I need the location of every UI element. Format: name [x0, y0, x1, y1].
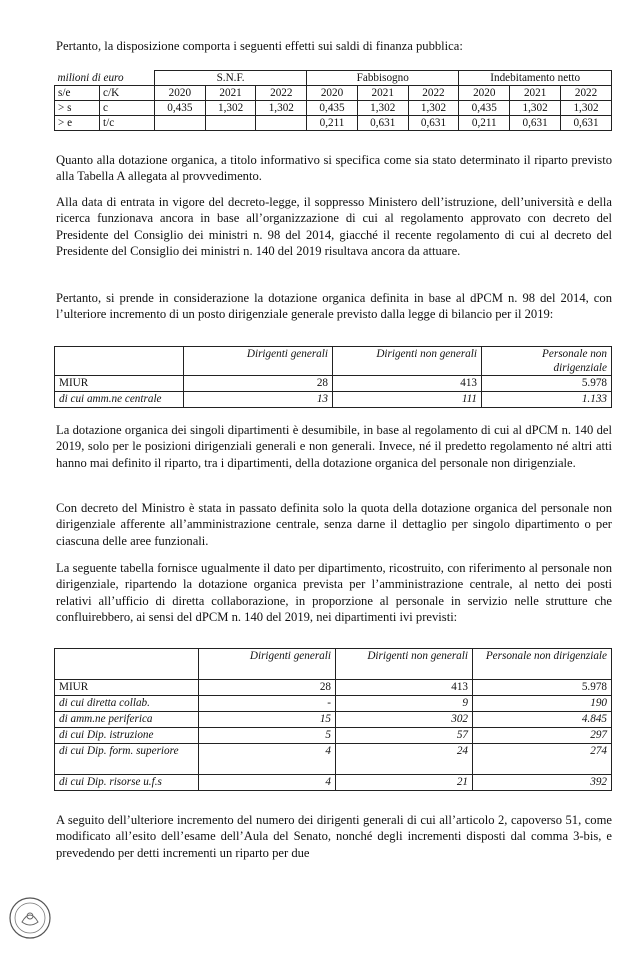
paragraph-dotazione: Quanto alla dotazione organica, a titolo informativo si specifica come sia stato determinato il riparto previsto alla Tabella A allegata al provvedimento.	[56, 153, 612, 184]
year-header: 2022	[408, 86, 459, 101]
empty-header-cell	[55, 649, 199, 680]
table-cell: 190	[473, 696, 612, 712]
row-label: di amm.ne periferica	[55, 712, 199, 728]
table-cell: 15	[199, 712, 336, 728]
table-cell: 1,302	[357, 101, 408, 116]
row-label: di cui Dip. form. superiore	[55, 744, 199, 775]
col-ck-header: c/K	[100, 86, 155, 101]
table-row	[55, 101, 612, 116]
table-header-row	[55, 71, 612, 86]
table-cell: 5	[199, 728, 336, 744]
row-label: di cui Dip. risorse u.f.s	[55, 775, 199, 791]
table-cell: 4	[199, 744, 336, 775]
table-row	[55, 680, 612, 696]
year-header: 2020	[307, 86, 358, 101]
header-personale-non-dirigenziale: Personale non dirigenziale	[473, 649, 612, 680]
group-header-fabbisogno: Fabbisogno	[307, 71, 459, 86]
table-cell: 0,211	[307, 116, 358, 131]
table-cell: 111	[333, 392, 482, 408]
table-row	[55, 712, 612, 728]
year-header: 2020	[459, 86, 510, 101]
paragraph-decreto-ministro: Con decreto del Ministro è stata in passato definita solo la quota della dotazione organica del personale non dirigenziale afferente all’amministrazione centrale, senza darne il dettaglio per singolo dipartimento o per ciascuna delle aree funzionali.	[56, 501, 612, 548]
official-seal-icon	[8, 896, 52, 940]
row-label: MIUR	[55, 376, 184, 392]
table-cell: 1,302	[408, 101, 459, 116]
table-cell: 1,302	[205, 101, 256, 116]
table-cell: 392	[473, 775, 612, 791]
year-header: 2022	[561, 86, 612, 101]
year-header: 2021	[510, 86, 561, 101]
table-row	[55, 116, 612, 131]
header-dirigenti-generali: Dirigenti generali	[199, 649, 336, 680]
paragraph-dpcm-98: Pertanto, si prende in considerazione la dotazione organica definita in base al dPCM n. 98 del 2014, con l’ulteriore incremento di un posto dirigenziale generale previsto dalla legge di bilancio per il 2019:	[56, 291, 612, 322]
table-cell: 0,435	[155, 101, 206, 116]
table-cell: 0,631	[510, 116, 561, 131]
year-header: 2021	[205, 86, 256, 101]
table-row	[55, 775, 612, 791]
table-cell: 9	[336, 696, 473, 712]
row-label: di cui amm.ne centrale	[55, 392, 184, 408]
table-row	[55, 744, 612, 775]
row-se: > e	[55, 116, 100, 131]
year-header: 2020	[155, 86, 206, 101]
row-label: di cui Dip. istruzione	[55, 728, 199, 744]
table-cell: 0,631	[561, 116, 612, 131]
header-dirigenti-non-generali: Dirigenti non generali	[336, 649, 473, 680]
table-cell: 0,435	[307, 101, 358, 116]
table-cell	[205, 116, 256, 131]
table-row	[55, 376, 612, 392]
table-row	[55, 728, 612, 744]
staffing-table-departments	[54, 648, 612, 791]
table-cell: 1,302	[256, 101, 307, 116]
table-cell: 4	[199, 775, 336, 791]
row-label: MIUR	[55, 680, 199, 696]
table-year-row	[55, 86, 612, 101]
table-cell: 0,211	[459, 116, 510, 131]
group-header-snf: S.N.F.	[155, 71, 307, 86]
year-header: 2021	[357, 86, 408, 101]
table-cell: 5.978	[473, 680, 612, 696]
row-label: di cui diretta collab.	[55, 696, 199, 712]
table-cell: -	[199, 696, 336, 712]
paragraph-entrata-vigore: Alla data di entrata in vigore del decreto-legge, il soppresso Ministero dell’istruzione, dell’università e della ricerca funzionava ancora in base all’organizzazione di cui al regolamento approvato con decreto del Presidente del Consiglio dei ministri n. 98 del 2014, giacché il recente regolamento di cui al decreto del Presidente del Consiglio dei ministri n. 140 del 2019 risultava ancora da attuare.	[56, 195, 612, 259]
finance-effects-table	[54, 70, 612, 131]
table-cell: 274	[473, 744, 612, 775]
table-row	[55, 392, 612, 408]
row-ck: t/c	[100, 116, 155, 131]
paragraph-incremento-dirigenti: A seguito dell’ulteriore incremento del numero dei dirigenti generali di cui all’articolo 2, capoverso 51, come modificato all’esito dell’esame dell’Aula del Senato, nonché degli incrementi disposti dal comma 3-bis, e prevedendo per detti incrementi un riparto per due	[56, 813, 612, 860]
unit-label: milioni di euro	[55, 71, 155, 86]
table-cell	[155, 116, 206, 131]
intro-paragraph: Pertanto, la disposizione comporta i seguenti effetti sui saldi di finanza pubblica:	[56, 39, 463, 53]
header-personale-non-dirigenziale: Personale non dirigenziale	[482, 347, 612, 376]
table-cell: 21	[336, 775, 473, 791]
empty-header-cell	[55, 347, 184, 376]
row-se: > s	[55, 101, 100, 116]
paragraph-tabella-dipartimento: La seguente tabella fornisce ugualmente il dato per dipartimento, ricostruito, con riferimento al personale non dirigenziale, ripartendo la dotazione organica prevista per l’amministrazione centrale, al netto dei posti relativi all’ufficio di diretta collaborazione, in proporzione al personale in servizio nelle strutture che confluirebbero, ai sensi del dPCM n. 140 del 2019, nei dipartimenti ivi previsti:	[56, 561, 612, 625]
header-dirigenti-non-generali: Dirigenti non generali	[333, 347, 482, 376]
table-row	[55, 696, 612, 712]
table-cell: 0,435	[459, 101, 510, 116]
header-dirigenti-generali: Dirigenti generali	[184, 347, 333, 376]
table-cell: 5.978	[482, 376, 612, 392]
table-cell: 1.133	[482, 392, 612, 408]
row-ck: c	[100, 101, 155, 116]
table-cell: 28	[199, 680, 336, 696]
table-cell: 28	[184, 376, 333, 392]
staffing-table-2014	[54, 346, 612, 408]
group-header-indebitamento: Indebitamento netto	[459, 71, 612, 86]
col-se-header: s/e	[55, 86, 100, 101]
table-cell: 413	[336, 680, 473, 696]
table-cell: 297	[473, 728, 612, 744]
table-header-row	[55, 347, 612, 376]
year-header: 2022	[256, 86, 307, 101]
table-cell: 4.845	[473, 712, 612, 728]
table-cell: 1,302	[561, 101, 612, 116]
table-cell: 13	[184, 392, 333, 408]
table-cell: 302	[336, 712, 473, 728]
table-cell	[256, 116, 307, 131]
table-cell: 413	[333, 376, 482, 392]
table-cell: 0,631	[408, 116, 459, 131]
paragraph-dotazione-dipartimenti: La dotazione organica dei singoli dipartimenti è desumibile, in base al regolamento di cui al dPCM n. 140 del 2019, solo per le posizioni dirigenziali generali e non generali. Invece, né il predetto regolamento né altri atti hanno mai definito il riparto, tra i dipartimenti, della dotazione organica del personale non dirigenziale.	[56, 423, 612, 470]
table-cell: 0,631	[357, 116, 408, 131]
table-header-row	[55, 649, 612, 680]
table-cell: 24	[336, 744, 473, 775]
table-cell: 57	[336, 728, 473, 744]
table-cell: 1,302	[510, 101, 561, 116]
